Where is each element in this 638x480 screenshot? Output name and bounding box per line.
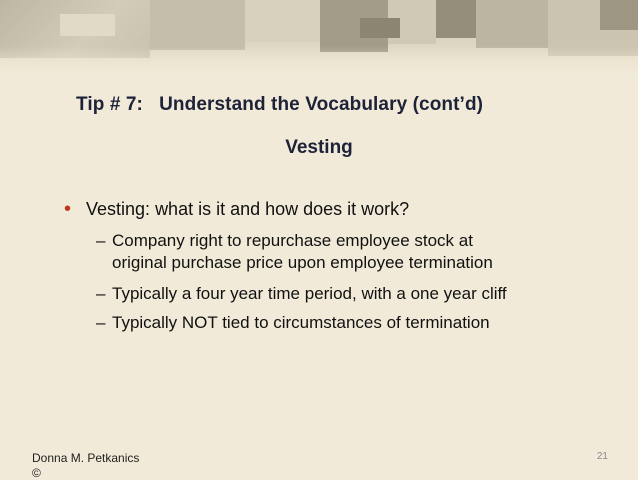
bullet-marker: • [64,198,72,220]
sub-item-repurchase [96,230,493,274]
header-decoration [0,0,638,80]
footer-copyright: © [32,466,41,480]
footer-author: Donna M. Petkanics [32,451,140,465]
slide-title: Tip # 7: Understand the Vocabulary (cont’d) [76,94,484,115]
sub-item-text: Typically NOT tied to circumstances of termination [112,313,490,332]
slide-subtitle: Vesting [285,137,353,158]
sub-item-dash: – [96,284,106,303]
sub-item-text: Company right to repurchase employee stock at original purchase price upon employee termination [112,231,493,272]
sub-item-not-tied [96,312,490,334]
bullet-text: Vesting: what is it and how does it work? [86,199,410,219]
sub-item-time-period [96,283,507,305]
page-number: 21 [596,451,608,462]
sub-item-dash: – [96,231,106,250]
sub-item-dash: – [96,313,106,332]
sub-item-text: Typically a four year time period, with a one year cliff [112,284,507,303]
main-bullet [64,198,409,221]
